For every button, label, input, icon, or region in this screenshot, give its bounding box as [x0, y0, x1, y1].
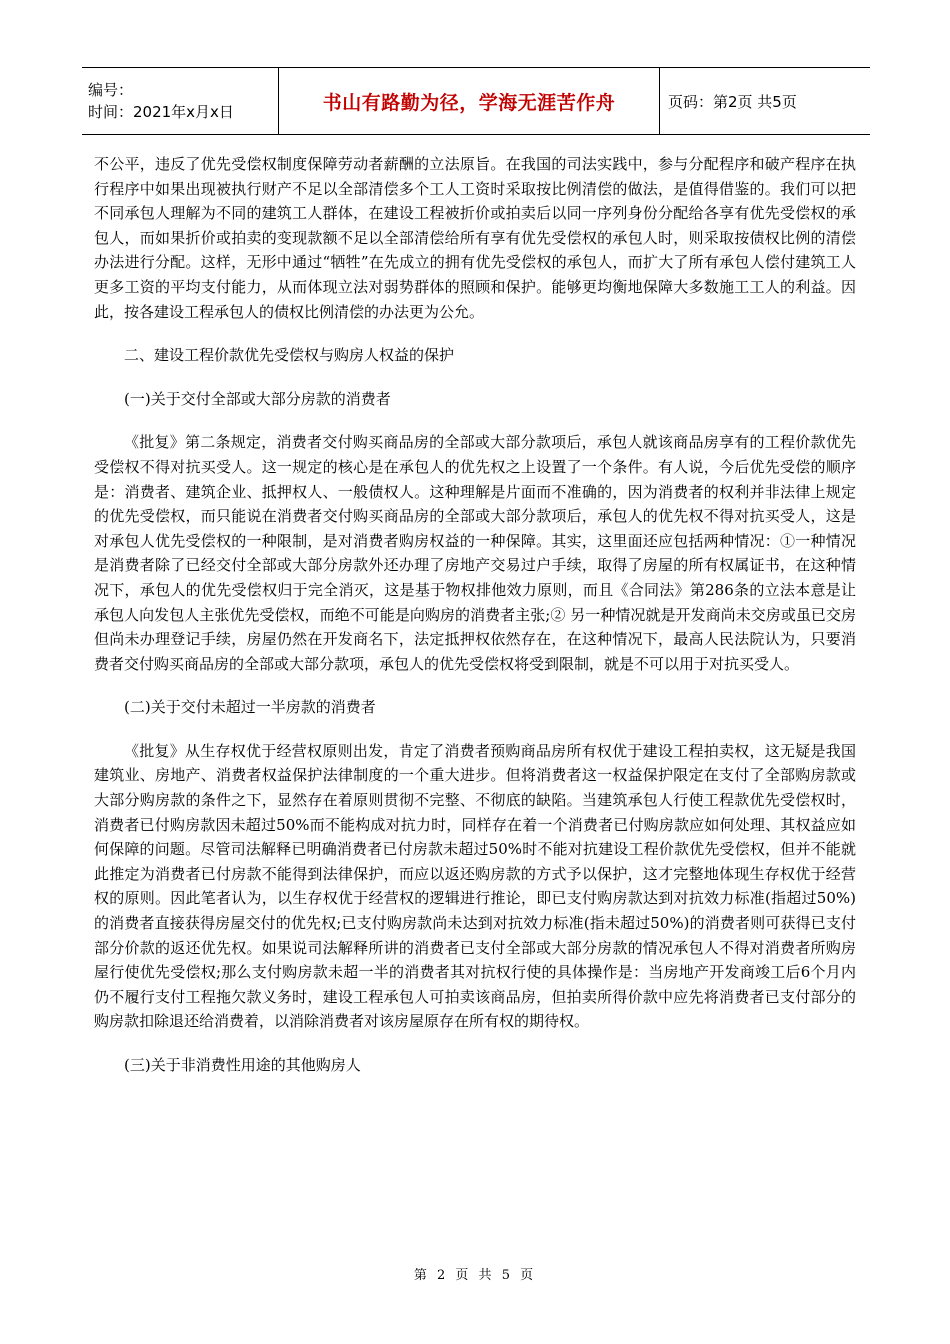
- subsection-heading: (三)关于非消费性用途的其他购房人: [124, 1056, 361, 1074]
- section-heading: 二、建设工程价款优先受偿权与购房人权益的保护: [124, 346, 455, 365]
- header-page-indicator: 页码：第2页 共5页: [668, 92, 797, 111]
- document-body: [94, 152, 856, 1078]
- header-page-cell: [660, 68, 871, 135]
- subsection-heading: (二)关于交付未超过一半房款的消费者: [124, 698, 376, 717]
- page-footer: [0, 1264, 950, 1283]
- header-motto-cell: [279, 68, 660, 135]
- document-date-label: 时间：2021年x月x日: [88, 103, 234, 121]
- page-header: [82, 67, 870, 135]
- footer-page-number: 第 2 页 共 5 页: [413, 1268, 537, 1283]
- body-paragraph: 《批复》从生存权优于经营权原则出发，肯定了消费者预购商品房所有权优于建设工程拍卖权，这无疑是我国建筑业、房地产、消费者权益保护法律制度的一个重大进步。但将消费者这一权益保护限定在支付了全部购房款或大部分购房款的条件之下，显然存在着原则贯彻不完整、不彻底的缺陷。当建筑承包人行使工程款优先受偿权时，消费者已付购房款因未超过50%而不能构成对抗力时，同样存在着一个消费者已付购房款应如何处理、其权益应如何保障的问题。尽管司法解释已明确消费者已付房款未超过50%时不能对抗建设工程价款优先受偿权，但并不能就此推定为消费者已付房款不能得到法律保护，而应以返还购房款的方式予以保护，这才完整地体现生存权优于经营权的原则。因此笔者认为，以生存权优于经营权的逻辑进行推论，即已支付购房款达到对抗效力标准(指超过50%)的消费者直接获得房屋交付的优先权;已支付购房款尚未达到对抗效力标准(指未超过50%)的消费者则可获得已支付部分价款的返还优先权。如果说司法解释所讲的消费者已支付全部或大部分房款的情况承包人不得对消费者所购房屋行使优先受偿权;那么支付购房款未超一半的消费者其对抗权行使的具体操作是：当房地产开发商竣工后6个月内仍不履行支付工程拖欠款义务时，建设工程承包人可拍卖该商品房，但拍卖所得价款中应先将消费者已支付部分的购房款扣除退还给消费着，以消除消费者对该房屋原存在所有权的期待权。: [94, 741, 856, 1031]
- header-motto: 书山有路勤为径，学海无涯苦作舟: [322, 91, 616, 114]
- document-number-label: 编号：: [88, 81, 134, 99]
- body-paragraph: 不公平，违反了优先受偿权制度保障劳动者薪酬的立法原旨。在我国的司法实践中，参与分配程序和破产程序在执行程序中如果出现被执行财产不足以全部清偿多个工人工资时采取按比例清偿的做法，是值得借鉴的。我们可以把不同承包人理解为不同的建筑工人群体，在建设工程被折价或拍卖后以同一序列身份分配给各享有优先受偿权的承包人，而如果折价或拍卖的变现款额不足以全部清偿给所有享有优先受偿权的承包人时，则采取按债权比例的清偿办法进行分配。这样，无形中通过“牺牲”在先成立的拥有优先受偿权的承包人，而扩大了所有承包人偿付建筑工人更多工资的平均支付能力，从而体现立法对弱势群体的照顾和保护。能够更均衡地保障大多数施工工人的利益。因此，按各建设工程承包人的债权比例清偿的办法更为公允。: [94, 155, 856, 321]
- body-paragraph: 《批复》第二条规定，消费者交付购买商品房的全部或大部分款项后，承包人就该商品房享有的工程价款优先受偿权不得对抗买受人。这一规定的核心是在承包人的优先权之上设置了一个条件。有人说，今后优先受偿的顺序是：消费者、建筑企业、抵押权人、一般债权人。这种理解是片面而不准确的，因为消费者的权利并非法律上规定的优先受偿权，而只能说在消费者交付购买商品房的全部或大部分款项后，承包人的优先权不得对抗买受人，这是对承包人优先受偿权的一种限制，是对消费者购房权益的一种保障。其实，这里面还应包括两种情况：①一种情况是消费者除了已经交付全部或大部分房款外还办理了房地产交易过户手续，取得了房屋的所有权属证书，在这种情况下，承包人的优先受偿权归于完全消灭，这是基于物权排他效力原则，而且《合同法》第286条的立法本意是让承包人向发包人主张优先受偿权，而绝不可能是向购房的消费者主张;② 另一种情况就是开发商尚未交房或虽已交房但尚未办理登记手续，房屋仍然在开发商名下，法定抵押权依然存在，在这种情况下，最高人民法院认为，只要消费者交付购买商品房的全部或大部分款项，承包人的优先受偿权将受到限制，就是不可以用于对抗买受人。: [94, 433, 856, 673]
- header-meta-cell: [82, 68, 279, 135]
- subsection-heading: (一)关于交付全部或大部分房款的消费者: [124, 389, 391, 408]
